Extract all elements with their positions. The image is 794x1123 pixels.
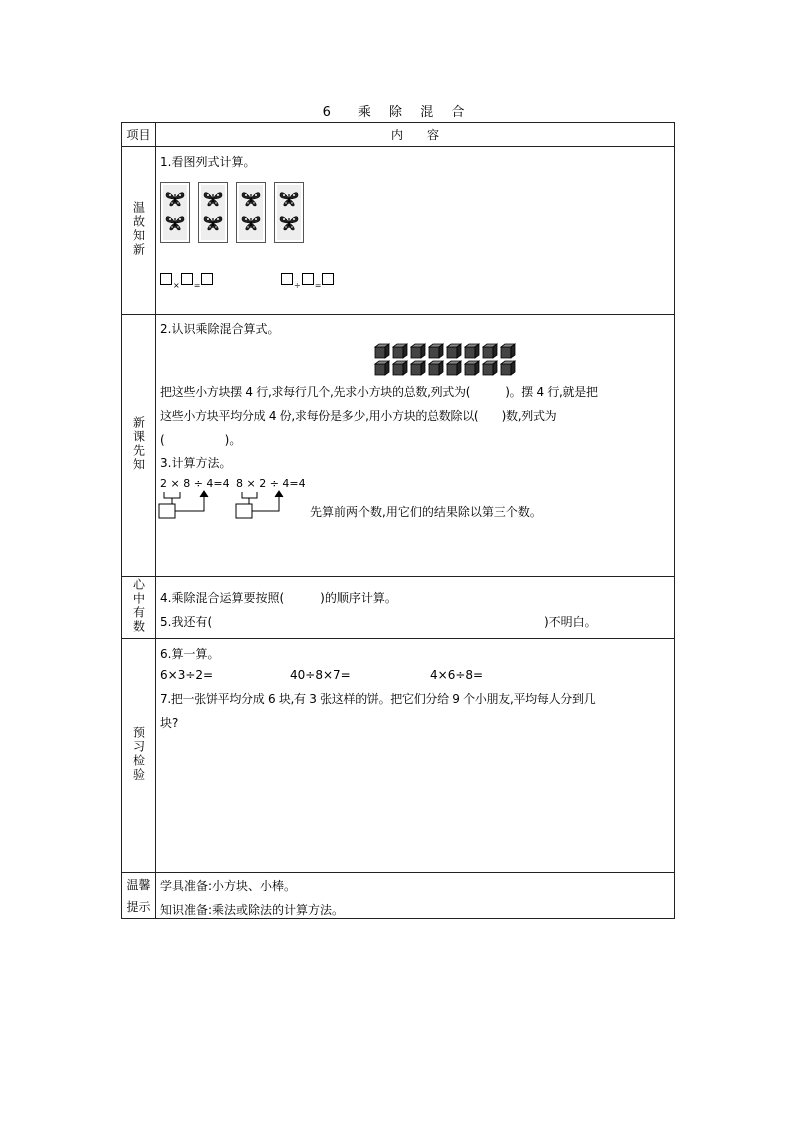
section-xinke <box>122 315 675 577</box>
calc-3: 4×6÷8= <box>430 668 484 682</box>
cube-icon <box>464 360 478 374</box>
question-6: 6.算一算。 <box>160 647 220 661</box>
question-5-prefix: 5.我还有( <box>160 615 213 629</box>
cube-icon <box>428 343 442 357</box>
question-7-line-1: 7.把一张饼平均分成 6 块,有 3 张这样的饼。把它们分给 9 个小朋友,平均每人分到几 <box>160 692 596 706</box>
cube-icon <box>392 343 406 357</box>
calc-2: 40÷8×7= <box>290 668 351 682</box>
section-label-tishi-2: 提示 <box>126 899 151 914</box>
question-5-suffix: )不明白。 <box>544 615 597 629</box>
formula-divide: $_\div$ $_=$ <box>281 273 334 290</box>
answer-box[interactable] <box>201 273 213 285</box>
butterfly-icon <box>165 191 185 207</box>
section-label-wengu: 温故知新 <box>131 201 146 257</box>
butterfly-icon <box>279 191 299 207</box>
answer-box[interactable] <box>160 273 172 285</box>
lesson-table <box>121 122 675 919</box>
cube-icon <box>410 343 424 357</box>
butterfly-card <box>160 182 190 243</box>
cube-icon <box>464 343 478 357</box>
tip-line-2: 知识准备:乘法或除法的计算方法。 <box>160 903 345 917</box>
butterfly-card <box>198 182 228 243</box>
header-col-content: 内 容 <box>156 123 675 147</box>
header-col-item: 项目 <box>122 123 156 147</box>
section-label-tishi-1: 温馨 <box>126 877 151 892</box>
section-tishi <box>122 873 675 919</box>
expression-1: 2 × 8 ÷ 4=4 <box>160 477 230 490</box>
answer-box[interactable] <box>281 273 293 285</box>
method-text: 先算前两个数,用它们的结果除以第三个数。 <box>310 505 542 519</box>
page-title: 6 乘 除 混 合 <box>322 105 472 120</box>
section-label-xinzhong: 心中有数 <box>131 578 146 634</box>
section-label-yuxi: 预习检验 <box>131 726 146 782</box>
butterfly-icon <box>203 215 223 231</box>
section-xinzhong <box>122 577 675 639</box>
formula-multiply: $_\times$ $_=$ <box>160 273 213 290</box>
question-2: 2.认识乘除混合算式。 <box>160 322 280 336</box>
cube-icon <box>500 343 514 357</box>
tip-line-1: 学具准备:小方块、小棒。 <box>160 879 297 893</box>
butterfly-icon <box>279 215 299 231</box>
butterfly-icon <box>241 191 261 207</box>
paragraph-line-3: ( )。 <box>160 433 242 447</box>
question-3: 3.计算方法。 <box>160 456 232 470</box>
answer-box[interactable] <box>181 273 193 285</box>
cube-icon <box>410 360 424 374</box>
cube-icon <box>482 360 496 374</box>
butterfly-card <box>236 182 266 243</box>
cube-icon <box>446 360 460 374</box>
table-header-row <box>122 123 675 147</box>
section-label-xinke: 新课先知 <box>131 416 146 472</box>
cube-icon <box>374 360 388 374</box>
cube-icon <box>482 343 496 357</box>
cube-icon <box>374 343 388 357</box>
question-1: 1.看图列式计算。 <box>160 155 256 169</box>
calc-1: 6×3÷2= <box>160 668 214 682</box>
section-wengu <box>122 147 675 315</box>
butterfly-icon <box>203 191 223 207</box>
paragraph-line-2: 这些小方块平均分成 4 份,求每份是多少,用小方块的总数除以( )数,列式为 <box>160 409 557 423</box>
question-7-line-2: 块? <box>160 716 179 730</box>
cube-icon <box>500 360 514 374</box>
cube-icon <box>392 360 406 374</box>
answer-box[interactable] <box>302 273 314 285</box>
cube-icon <box>428 360 442 374</box>
question-4: 4.乘除混合运算要按照( )的顺序计算。 <box>160 591 397 605</box>
answer-box[interactable] <box>322 273 334 285</box>
expression-2: 8 × 2 ÷ 4=4 <box>236 477 306 490</box>
paragraph-line-1: 把这些小方块摆 4 行,求每行几个,先求小方块的总数,列式为( )。摆 4 行,就是把 <box>160 385 598 399</box>
butterfly-card <box>274 182 304 243</box>
butterfly-icon <box>241 215 261 231</box>
section-yuxi <box>122 639 675 873</box>
butterfly-icon <box>165 215 185 231</box>
cube-icon <box>446 343 460 357</box>
